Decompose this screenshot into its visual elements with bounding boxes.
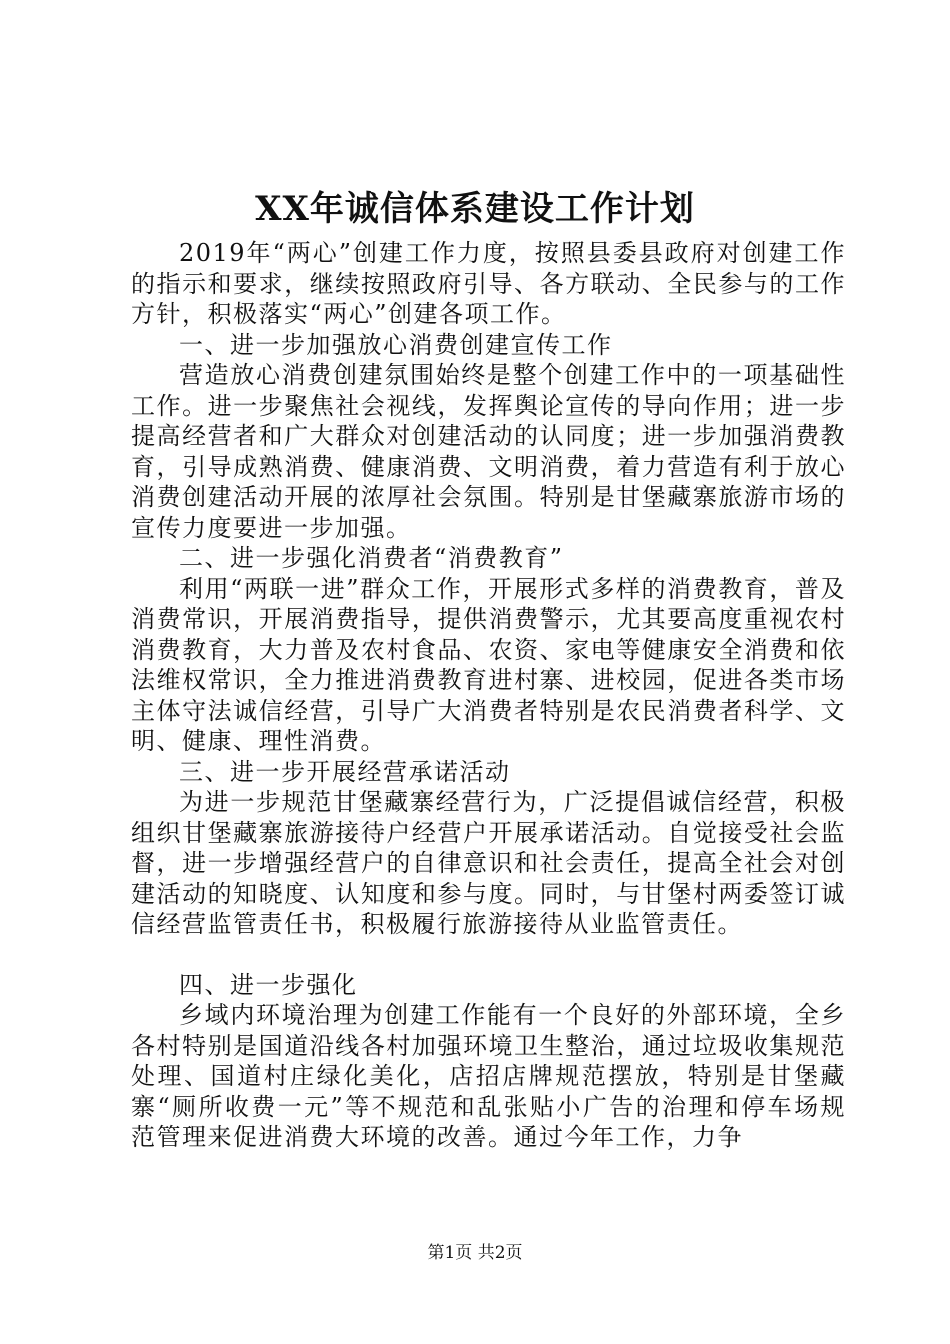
page-number-footer: 第1页 共2页 xyxy=(427,1243,523,1263)
document-body xyxy=(131,238,846,1153)
document-title: XX年诚信体系建设工作计划 xyxy=(255,189,695,229)
section-heading-1: 一、进一步加强放心消费创建宣传工作 xyxy=(179,330,613,359)
section-paragraph-2: 利用“两联一进”群众工作，开展形式多样的消费教育，普及消费常识，开展消费指导，提供消费警示，尤其要高度重视农村消费教育，大力普及农村食品、农资、家电等健康安全消费和依法维权常识，全力推进消费教育进村寨、进校园，促进各类市场主体守法诚信经营，引导广大消费者特别是农民消费者科学、文明、健康、理性消费。 xyxy=(131,574,846,755)
section-paragraph-3: 为进一步规范甘堡藏寨经营行为，广泛提倡诚信经营，积极组织甘堡藏寨旅游接待户经营户开展承诺活动。自觉接受社会监督，进一步增强经营户的自律意识和社会责任，提高全社会对创建活动的知晓度、认知度和参与度。同时，与甘堡村两委签订诚信经营监管责任书，积极履行旅游接待从业监管责任。 xyxy=(131,788,846,938)
section-paragraph-1: 营造放心消费创建氛围始终是整个创建工作中的一项基础性工作。进一步聚焦社会视线，发挥舆论宣传的导向作用；进一步提高经营者和广大群众对创建活动的认同度；进一步加强消费教育，引导成熟消费、健康消费、文明消费，着力营造有利于放心消费创建活动开展的浓厚社会氛围。特别是甘堡藏寨旅游市场的宣传力度要进一步加强。 xyxy=(131,361,846,542)
section-heading-2: 二、进一步强化消费者“消费教育” xyxy=(179,544,564,572)
section-paragraph-4: 乡域内环境治理为创建工作能有一个良好的外部环境，全乡各村特别是国道沿线各村加强环境卫生整治，通过垃圾收集规范处理、国道村庄绿化美化，店招店牌规范摆放，特别是甘堡藏寨“厕所收费一元”等不规范和乱张贴小广告的治理和停车场规范管理来促进消费大环境的改善。通过今年工作，力争 xyxy=(131,1001,846,1151)
section-heading-3: 三、进一步开展经营承诺活动 xyxy=(179,757,511,786)
section-heading-4: 四、进一步强化 xyxy=(179,970,358,999)
intro-paragraph: 2019年“两心”创建工作力度，按照县委县政府对创建工作的指示和要求，继续按照政府引导、各方联动、全民参与的工作方针，积极落实“两心”创建各项工作。 xyxy=(131,239,846,328)
